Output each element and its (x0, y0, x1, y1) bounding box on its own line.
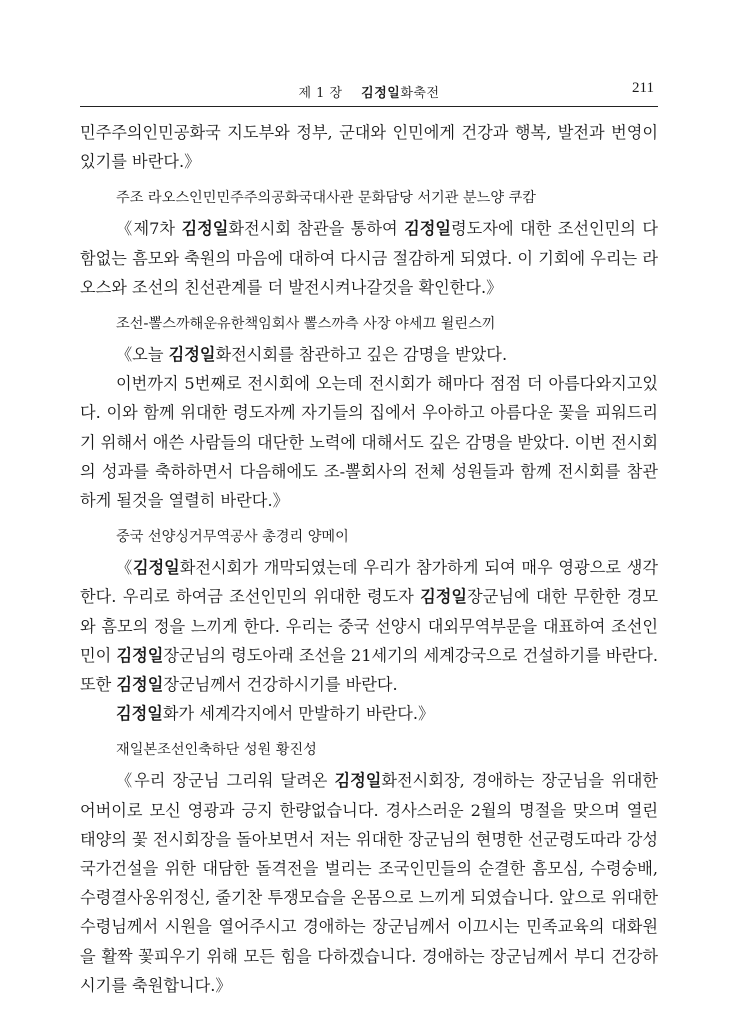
attribution-japan: 재일본조선인축하단 성원 황진성 (116, 742, 317, 759)
paragraph-china-1: 《김정일화전시회가 개막되였는데 우리가 참가하게 되여 매우 영광으로 생각한다. 우리로 하여금 조선인민의 위대한 령도자 김정일장군님에 대한 무한한 경모와 흠모의 정을 느끼게 한다. 우리는 중국 선양시 대외무역부문을 대표하여 조선인민이 김정일장군님의 령도아래 조선을 21세기의 세계강국으로 건설하기를 바란다. 또한 김정일장군님께서 건강하시기를 바란다. (80, 558, 659, 695)
paragraph-poland-1: 《오늘 김정일화전시회를 참관하고 깊은 감명을 받았다. (116, 345, 508, 365)
page-body (80, 118, 658, 1000)
leader-name: 김정일 (420, 587, 468, 607)
attribution-laos: 주조 라오스인민민주주의공화국대사관 문화담당 서기관 분느양 쿠캄 (116, 190, 536, 207)
leader-name: 김정일 (404, 219, 452, 239)
paragraph-japan: 《우리 장군님 그리워 달려온 김정일화전시회장, 경애하는 장군님을 위대한 어버이로 모신 영광과 긍지 한량없습니다. 경사스러운 2월의 명절을 맞으며 열린 태양의 꽃 전시회장을 돌아보면서 저는 위대한 장군님의 현명한 선군령도따라 강성국가건설을 위한 대담한 돌격전을 벌리는 조국인민들의 순결한 흠모심, 수령숭배, 수령결사옹위정신, 줄기찬 투쟁모습을 온몸으로 느끼게 되였습니다. 앞으로 위대한 수령님께서 시원을 열어주시고 경애하는 장군님께서 이끄시는 민족교육의 대화원을 활짝 꽃피우기 위해 모든 힘을 다하겠습니다. 경애하는 장군님께서 부디 건강하시기를 축원합니다.》 (80, 771, 658, 995)
paragraph-poland-2: 이번까지 5번째로 전시회에 오는데 전시회가 해마다 점점 더 아름다와지고있다. 이와 함께 위대한 령도자께 자기들의 집에서 우아하고 아름다운 꽃을 피워드리기 위해서 애쓴 사람들의 대단한 노력에 대해서도 깊은 감명을 받았다. 이번 전시회의 성과를 축하하면서 다음해에도 조-뽈회사의 전체 성원들과 함께 전시회를 참관하게 될것을 열렬히 바란다.》 (80, 374, 658, 511)
leader-name: 김정일 (334, 771, 382, 791)
leader-name: 김정일 (168, 345, 216, 365)
page-number: 211 (632, 80, 654, 96)
chapter-title (80, 82, 658, 101)
paragraph-continued: 민주주의인민공화국 지도부와 정부, 군대와 인민에게 건강과 행복, 발전과 번영이 있기를 바란다.》 (80, 123, 658, 172)
leader-name: 김정일 (132, 558, 180, 578)
leader-name: 김정일 (116, 675, 164, 695)
attribution-china: 중국 선양싱거무역공사 총경리 양메이 (116, 529, 349, 546)
leader-name: 김정일 (116, 645, 164, 665)
leader-name: 김정일 (116, 704, 163, 724)
paragraph-laos: 《제7차 김정일화전시회 참관을 통하여 김정일령도자에 대한 조선인민의 다함없는 흠모와 축원의 마음에 대하여 다시금 절감하게 되였다. 이 기회에 우리는 라오스와 조선의 친선관계를 더 발전시켜나갈것을 확인한다.》 (80, 219, 658, 297)
chapter-label: 제 1 장 (298, 86, 343, 101)
chapter-title-name: 김정일 (361, 86, 401, 101)
attribution-poland: 조선-뽈스까해운유한책임회사 뽈스까측 사장 야세끄 윌린스끼 (116, 316, 496, 333)
leader-name: 김정일 (181, 219, 229, 239)
chapter-title-rest: 화축전 (400, 86, 440, 101)
paragraph-china-2: 김정일화가 세계각지에서 만발하기 바란다.》 (116, 704, 435, 724)
running-header (80, 80, 658, 107)
